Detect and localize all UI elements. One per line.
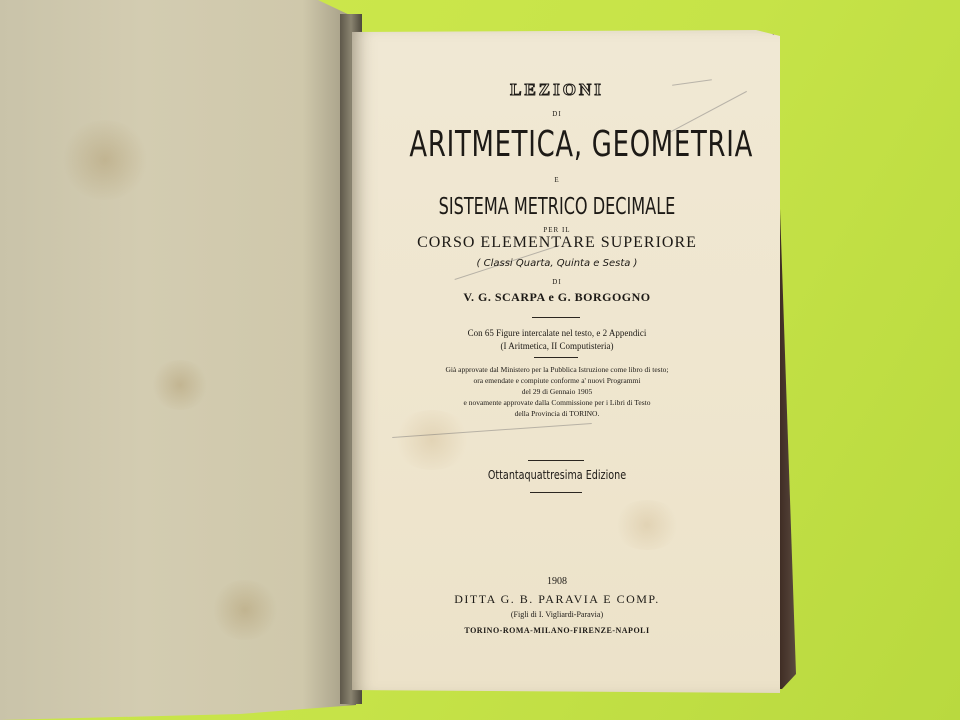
paper-stain [210,580,280,640]
edition: Ottantaquattresima Edizione [487,468,627,482]
heading-lezioni: LEZIONI [510,80,604,99]
connector-di: DI [552,110,562,118]
publisher-note: (Figli di I. Vigliardi-Paravia) [510,610,604,619]
authors: V. G. SCARPA e G. BORGOGNO [463,290,651,304]
connector-per-il: PER IL [543,226,571,234]
course-title: CORSO ELEMENTARE SUPERIORE [417,234,697,251]
subtitle: SISTEMA METRICO DECIMALE [438,194,676,220]
paper-stain [60,120,150,200]
approval-line: del 29 di Gennaio 1905 [521,387,593,396]
publisher: DITTA G. B. PARAVIA E COMP. [454,592,660,606]
appendices-line: (I Aritmetica, II Computisteria) [500,341,614,351]
main-title: ARITMETICA, GEOMETRIA [409,124,754,165]
divider-rule [532,317,580,318]
publisher-cities: TORINO-ROMA-MILANO-FIRENZE-NAPOLI [464,626,650,635]
publication-year: 1908 [547,576,567,587]
title-page-text [352,30,762,690]
divider-rule [534,357,578,358]
classes-note: ( Classi Quarta, Quinta e Sesta ) [476,258,638,269]
left-endpaper [0,0,356,720]
connector-e: E [554,176,560,184]
connector-di-authors: DI [552,278,562,286]
paper-stain [150,360,210,410]
approval-line: e novamente approvate dalla Commissione per i Libri di Testo [463,398,651,407]
approval-line: ora emendate e compiute conforme a' nuovi Programmi [473,376,641,385]
approval-line: della Provincia di TORINO. [514,409,600,418]
figures-line: Con 65 Figure intercalate nel testo, e 2 Appendici [467,328,647,338]
divider-rule [528,460,584,461]
approval-line: Già approvate dal Ministero per la Pubblica Istruzione come libro di testo; [445,365,669,374]
divider-rule [530,492,582,493]
